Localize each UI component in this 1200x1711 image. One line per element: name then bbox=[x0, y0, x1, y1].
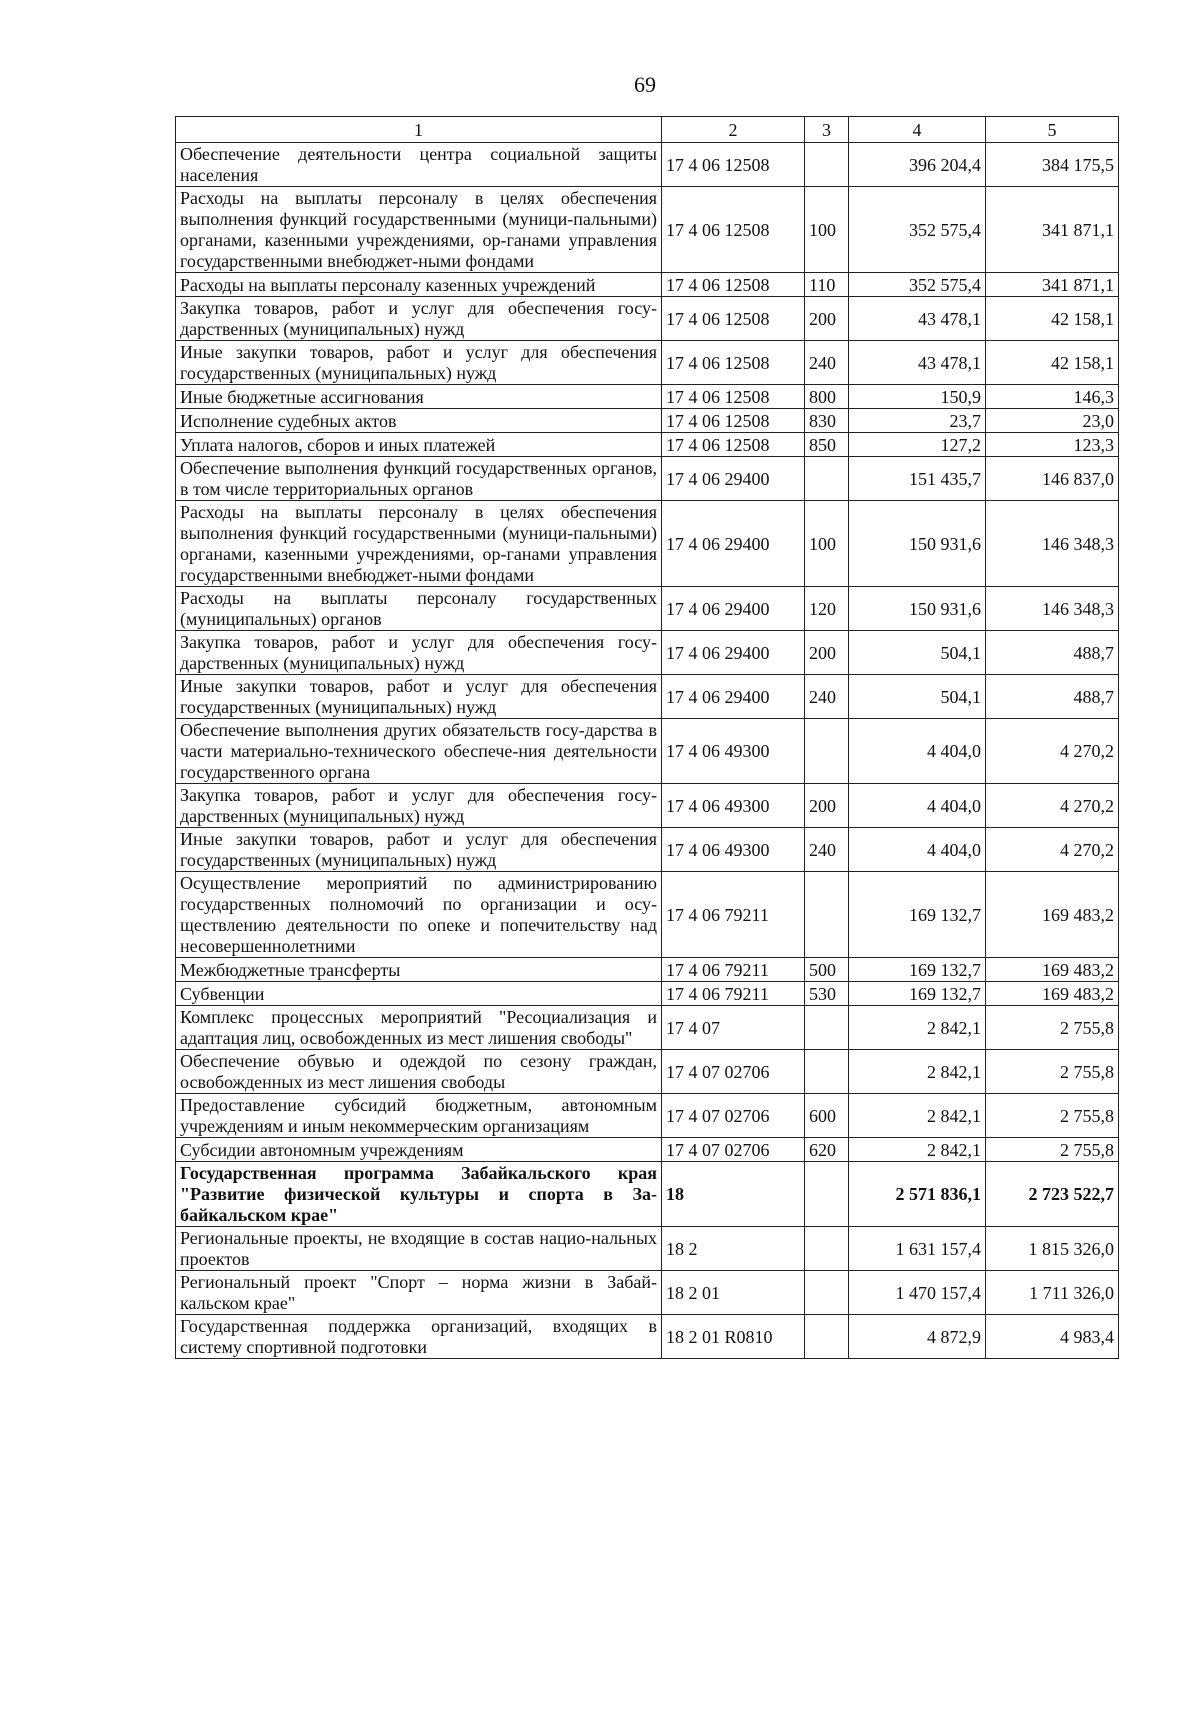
row-name: Закупка товаров, работ и услуг для обеспечения госу-дарственных (муниципальных) нужд bbox=[176, 784, 662, 828]
row-value-col4: 2 571 836,1 bbox=[849, 1162, 986, 1227]
table-row bbox=[176, 1227, 1119, 1271]
table-row bbox=[176, 409, 1119, 433]
row-name: Субвенции bbox=[176, 982, 662, 1006]
table-row bbox=[176, 958, 1119, 982]
row-expense-type bbox=[805, 1271, 849, 1315]
row-value-col5: 1 711 326,0 bbox=[986, 1271, 1119, 1315]
row-expense-type bbox=[805, 457, 849, 501]
row-expense-type: 800 bbox=[805, 385, 849, 409]
row-name: Иные бюджетные ассигнования bbox=[176, 385, 662, 409]
row-code: 17 4 06 12508 bbox=[662, 409, 805, 433]
table-row bbox=[176, 1006, 1119, 1050]
row-value-col5: 2 755,8 bbox=[986, 1094, 1119, 1138]
row-expense-type: 200 bbox=[805, 631, 849, 675]
row-name: Осуществление мероприятий по администрированию государственных полномочий по организации и осу-ществлению деятельности по опеке и попечительству над несовершеннолетними bbox=[176, 872, 662, 958]
row-name: Иные закупки товаров, работ и услуг для обеспечения государственных (муниципальных) нужд bbox=[176, 828, 662, 872]
row-value-col5: 42 158,1 bbox=[986, 297, 1119, 341]
row-code: 17 4 06 79211 bbox=[662, 982, 805, 1006]
row-expense-type: 240 bbox=[805, 828, 849, 872]
row-code: 18 2 01 R0810 bbox=[662, 1315, 805, 1359]
row-value-col4: 2 842,1 bbox=[849, 1094, 986, 1138]
row-expense-type: 200 bbox=[805, 297, 849, 341]
row-value-col4: 151 435,7 bbox=[849, 457, 986, 501]
row-expense-type: 500 bbox=[805, 958, 849, 982]
table-row bbox=[176, 1315, 1119, 1359]
row-value-col5: 384 175,5 bbox=[986, 143, 1119, 187]
row-value-col4: 4 872,9 bbox=[849, 1315, 986, 1359]
row-name: Обеспечение выполнения функций государственных органов, в том числе территориальных органов bbox=[176, 457, 662, 501]
table-row bbox=[176, 501, 1119, 587]
row-value-col5: 169 483,2 bbox=[986, 872, 1119, 958]
row-code: 17 4 06 12508 bbox=[662, 341, 805, 385]
table-row bbox=[176, 1138, 1119, 1162]
row-code: 17 4 06 12508 bbox=[662, 297, 805, 341]
row-value-col5: 4 270,2 bbox=[986, 828, 1119, 872]
row-value-col4: 150 931,6 bbox=[849, 501, 986, 587]
row-code: 17 4 06 29400 bbox=[662, 457, 805, 501]
row-code: 17 4 07 02706 bbox=[662, 1094, 805, 1138]
row-value-col5: 2 723 522,7 bbox=[986, 1162, 1119, 1227]
row-value-col5: 146 348,3 bbox=[986, 587, 1119, 631]
row-expense-type bbox=[805, 719, 849, 784]
table-row bbox=[176, 872, 1119, 958]
row-expense-type bbox=[805, 1315, 849, 1359]
row-code: 17 4 07 bbox=[662, 1006, 805, 1050]
row-name: Субсидии автономным учреждениям bbox=[176, 1138, 662, 1162]
row-name: Обеспечение обувью и одеждой по сезону граждан, освобожденных из мест лишения свободы bbox=[176, 1050, 662, 1094]
row-value-col4: 127,2 bbox=[849, 433, 986, 457]
row-value-col5: 341 871,1 bbox=[986, 187, 1119, 273]
row-name: Государственная поддержка организаций, входящих в систему спортивной подготовки bbox=[176, 1315, 662, 1359]
table-row bbox=[176, 784, 1119, 828]
row-code: 17 4 06 29400 bbox=[662, 587, 805, 631]
row-expense-type: 120 bbox=[805, 587, 849, 631]
row-value-col4: 2 842,1 bbox=[849, 1138, 986, 1162]
row-name: Межбюджетные трансферты bbox=[176, 958, 662, 982]
table-row bbox=[176, 631, 1119, 675]
row-code: 17 4 06 29400 bbox=[662, 631, 805, 675]
row-value-col4: 352 575,4 bbox=[849, 187, 986, 273]
table-row bbox=[176, 273, 1119, 297]
row-code: 17 4 06 49300 bbox=[662, 828, 805, 872]
row-expense-type: 200 bbox=[805, 784, 849, 828]
row-value-col5: 4 270,2 bbox=[986, 719, 1119, 784]
row-code: 17 4 06 12508 bbox=[662, 273, 805, 297]
row-name: Обеспечение выполнения других обязательств госу-дарства в части материально-технического обеспече-ния деятельности государственного органа bbox=[176, 719, 662, 784]
table-header-row bbox=[176, 117, 1119, 143]
row-code: 18 bbox=[662, 1162, 805, 1227]
row-name: Предоставление субсидий бюджетным, автономным учреждениям и иным некоммерческим организациям bbox=[176, 1094, 662, 1138]
row-value-col4: 2 842,1 bbox=[849, 1006, 986, 1050]
row-value-col5: 23,0 bbox=[986, 409, 1119, 433]
table-row bbox=[176, 385, 1119, 409]
row-value-col4: 1 470 157,4 bbox=[849, 1271, 986, 1315]
row-code: 17 4 07 02706 bbox=[662, 1050, 805, 1094]
row-value-col5: 1 815 326,0 bbox=[986, 1227, 1119, 1271]
row-expense-type bbox=[805, 1050, 849, 1094]
row-value-col4: 169 132,7 bbox=[849, 958, 986, 982]
table-row bbox=[176, 1162, 1119, 1227]
row-name: Закупка товаров, работ и услуг для обеспечения госу-дарственных (муниципальных) нужд bbox=[176, 297, 662, 341]
row-expense-type bbox=[805, 1162, 849, 1227]
row-name: Расходы на выплаты персоналу государственных (муниципальных) органов bbox=[176, 587, 662, 631]
row-code: 17 4 06 12508 bbox=[662, 187, 805, 273]
row-name: Обеспечение деятельности центра социальной защиты населения bbox=[176, 143, 662, 187]
table-row bbox=[176, 587, 1119, 631]
row-value-col4: 504,1 bbox=[849, 675, 986, 719]
row-value-col5: 2 755,8 bbox=[986, 1138, 1119, 1162]
row-code: 17 4 06 79211 bbox=[662, 872, 805, 958]
row-expense-type: 110 bbox=[805, 273, 849, 297]
column-header: 4 bbox=[849, 117, 986, 143]
column-header: 3 bbox=[805, 117, 849, 143]
table-row bbox=[176, 457, 1119, 501]
row-value-col5: 2 755,8 bbox=[986, 1050, 1119, 1094]
row-expense-type: 850 bbox=[805, 433, 849, 457]
row-expense-type: 240 bbox=[805, 341, 849, 385]
row-value-col4: 396 204,4 bbox=[849, 143, 986, 187]
row-value-col5: 146 837,0 bbox=[986, 457, 1119, 501]
table-row bbox=[176, 433, 1119, 457]
row-expense-type bbox=[805, 1006, 849, 1050]
row-expense-type: 830 bbox=[805, 409, 849, 433]
table-row bbox=[176, 1050, 1119, 1094]
row-name: Иные закупки товаров, работ и услуг для обеспечения государственных (муниципальных) нужд bbox=[176, 675, 662, 719]
row-value-col4: 352 575,4 bbox=[849, 273, 986, 297]
row-code: 17 4 06 79211 bbox=[662, 958, 805, 982]
column-header: 5 bbox=[986, 117, 1119, 143]
row-expense-type bbox=[805, 872, 849, 958]
row-expense-type: 600 bbox=[805, 1094, 849, 1138]
page-number: 69 bbox=[634, 72, 656, 97]
table-row bbox=[176, 143, 1119, 187]
row-value-col5: 169 483,2 bbox=[986, 958, 1119, 982]
row-code: 17 4 07 02706 bbox=[662, 1138, 805, 1162]
row-value-col5: 2 755,8 bbox=[986, 1006, 1119, 1050]
table-row bbox=[176, 341, 1119, 385]
row-name: Иные закупки товаров, работ и услуг для обеспечения государственных (муниципальных) нужд bbox=[176, 341, 662, 385]
row-name: Расходы на выплаты персоналу казенных учреждений bbox=[176, 273, 662, 297]
row-name: Уплата налогов, сборов и иных платежей bbox=[176, 433, 662, 457]
row-name: Государственная программа Забайкальского края "Развитие физической культуры и спорта в За-байкальском крае" bbox=[176, 1162, 662, 1227]
row-value-col5: 169 483,2 bbox=[986, 982, 1119, 1006]
row-value-col4: 169 132,7 bbox=[849, 982, 986, 1006]
row-code: 17 4 06 12508 bbox=[662, 433, 805, 457]
row-code: 17 4 06 49300 bbox=[662, 719, 805, 784]
row-value-col5: 4 270,2 bbox=[986, 784, 1119, 828]
row-value-col5: 488,7 bbox=[986, 675, 1119, 719]
table-row bbox=[176, 1271, 1119, 1315]
row-value-col4: 4 404,0 bbox=[849, 828, 986, 872]
table-row bbox=[176, 719, 1119, 784]
table-row bbox=[176, 828, 1119, 872]
row-code: 18 2 01 bbox=[662, 1271, 805, 1315]
row-value-col5: 146,3 bbox=[986, 385, 1119, 409]
table-row bbox=[176, 297, 1119, 341]
row-name: Расходы на выплаты персоналу в целях обеспечения выполнения функций государственными (муници-пальными) органами, казенными учреждениями, ор-ганами управления государственными внебюджет-ными фондами bbox=[176, 501, 662, 587]
row-code: 17 4 06 29400 bbox=[662, 501, 805, 587]
row-name: Исполнение судебных актов bbox=[176, 409, 662, 433]
row-code: 17 4 06 12508 bbox=[662, 385, 805, 409]
row-code: 18 2 bbox=[662, 1227, 805, 1271]
row-name: Закупка товаров, работ и услуг для обеспечения госу-дарственных (муниципальных) нужд bbox=[176, 631, 662, 675]
row-name: Региональные проекты, не входящие в состав нацио-нальных проектов bbox=[176, 1227, 662, 1271]
table-row bbox=[176, 187, 1119, 273]
row-value-col4: 43 478,1 bbox=[849, 297, 986, 341]
row-name: Комплекс процессных мероприятий "Ресоциализация и адаптация лиц, освобожденных из мест лишения свободы" bbox=[176, 1006, 662, 1050]
row-value-col4: 150,9 bbox=[849, 385, 986, 409]
row-value-col5: 146 348,3 bbox=[986, 501, 1119, 587]
row-value-col5: 4 983,4 bbox=[986, 1315, 1119, 1359]
table-row bbox=[176, 1094, 1119, 1138]
row-value-col4: 150 931,6 bbox=[849, 587, 986, 631]
row-value-col4: 23,7 bbox=[849, 409, 986, 433]
row-value-col4: 169 132,7 bbox=[849, 872, 986, 958]
row-value-col4: 504,1 bbox=[849, 631, 986, 675]
row-expense-type: 100 bbox=[805, 187, 849, 273]
row-value-col4: 1 631 157,4 bbox=[849, 1227, 986, 1271]
column-header: 2 bbox=[662, 117, 805, 143]
table-row bbox=[176, 675, 1119, 719]
row-code: 17 4 06 12508 bbox=[662, 143, 805, 187]
row-name: Региональный проект "Спорт – норма жизни в Забай-кальском крае" bbox=[176, 1271, 662, 1315]
row-value-col5: 488,7 bbox=[986, 631, 1119, 675]
row-value-col4: 4 404,0 bbox=[849, 719, 986, 784]
row-expense-type bbox=[805, 143, 849, 187]
table-row bbox=[176, 982, 1119, 1006]
row-value-col5: 42 158,1 bbox=[986, 341, 1119, 385]
row-code: 17 4 06 29400 bbox=[662, 675, 805, 719]
row-expense-type: 530 bbox=[805, 982, 849, 1006]
row-value-col5: 123,3 bbox=[986, 433, 1119, 457]
row-expense-type: 620 bbox=[805, 1138, 849, 1162]
budget-table bbox=[175, 116, 1119, 1359]
row-expense-type: 100 bbox=[805, 501, 849, 587]
row-value-col5: 341 871,1 bbox=[986, 273, 1119, 297]
row-value-col4: 4 404,0 bbox=[849, 784, 986, 828]
row-code: 17 4 06 49300 bbox=[662, 784, 805, 828]
row-name: Расходы на выплаты персоналу в целях обеспечения выполнения функций государственными (муници-пальными) органами, казенными учреждениями, ор-ганами управления государственными внебюджет-ными фондами bbox=[176, 187, 662, 273]
row-value-col4: 2 842,1 bbox=[849, 1050, 986, 1094]
row-expense-type bbox=[805, 1227, 849, 1271]
row-value-col4: 43 478,1 bbox=[849, 341, 986, 385]
row-expense-type: 240 bbox=[805, 675, 849, 719]
column-header: 1 bbox=[176, 117, 662, 143]
